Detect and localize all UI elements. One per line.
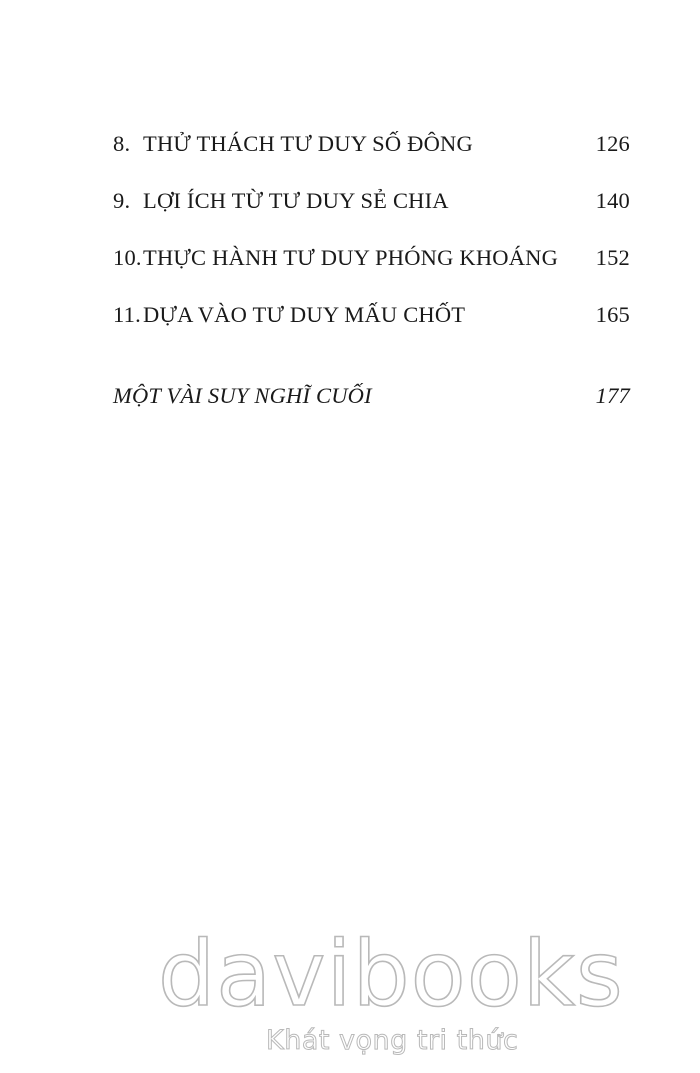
table-of-contents [113,131,630,359]
toc-entry-label: THỰC HÀNH TƯ DUY PHÓNG KHOÁNG [143,245,559,270]
toc-entry-title [113,188,449,214]
toc-entry-page: 140 [595,188,630,213]
toc-entry-title [113,245,558,271]
toc-entry [113,302,630,359]
toc-entry-number: 10. [113,245,142,270]
toc-entry-number: 9. [113,188,131,213]
toc-entry-number: 11. [113,302,141,327]
watermark-tagline: Khát vọng tri thức [266,1025,519,1056]
toc-entry [113,131,630,188]
toc-entry-label: THỬ THÁCH TƯ DUY SỐ ĐÔNG [143,131,473,156]
toc-entry-page: 126 [595,131,630,156]
toc-entry [113,245,630,302]
toc-entry-label: DỰA VÀO TƯ DUY MẤU CHỐT [143,302,466,327]
publisher-watermark [158,922,624,1056]
watermark-brand: davibooks [158,922,624,1027]
toc-entry-number: 8. [113,131,131,156]
toc-entry-label: LỢI ÍCH TỪ TƯ DUY SẺ CHIA [143,188,449,213]
toc-entry-page: 152 [595,245,630,270]
toc-entry [113,188,630,245]
toc-entry-title [113,131,473,157]
toc-entry-page: 165 [595,302,630,327]
toc-final-title: MỘT VÀI SUY NGHĨ CUỐI [113,383,372,408]
toc-final-page: 177 [595,383,630,408]
toc-entry-title [113,302,465,328]
toc-final-entry [113,383,630,409]
